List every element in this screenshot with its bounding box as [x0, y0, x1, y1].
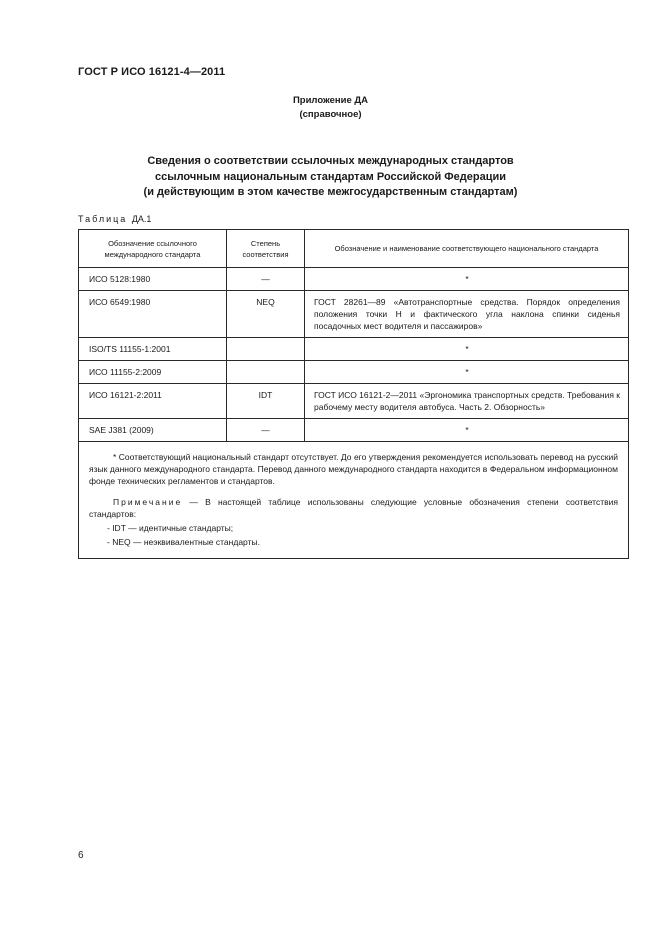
header-international-standard: Обозначение ссылочного международного стандарта	[79, 230, 227, 268]
header-degree-of-conformity: Степень соответствия	[227, 230, 305, 268]
cell-degree: NEQ	[227, 291, 305, 338]
table-row	[79, 291, 629, 338]
cell-reference: SAE J381 (2009)	[79, 419, 227, 442]
table-caption-number: ДА.1	[131, 214, 152, 224]
table-row	[79, 361, 629, 384]
cell-degree	[227, 361, 305, 384]
table-row	[79, 268, 629, 291]
table-row	[79, 384, 629, 419]
table-footnote: * Соответствующий национальный стандарт отсутствует. До его утверждения рекомендуется использовать перевод на русский язык данного международного стандарта. Перевод данного международного стандарта находится в Федеральном информационном фонде технических регламентов и стандартов.	[89, 452, 618, 486]
legend-item-idt: - IDT — идентичные стандарты;	[107, 523, 234, 533]
header-national-standard: Обозначение и наименование соответствующего национального стандарта	[305, 230, 629, 268]
table-caption-label: Таблица	[78, 214, 128, 224]
cell-national: ГОСТ 28261—89 «Автотранспортные средства. Порядок определения положения точки Н и фактического угла наклона спинки сиденья посадочных мест водителя и пассажиров»	[305, 291, 629, 338]
note-label: Примечание	[113, 497, 183, 507]
table-footer-row	[79, 442, 629, 559]
main-title-line-2: ссылочным национальным стандартам Российской Федерации	[154, 170, 507, 183]
annex-title: Приложение ДА	[292, 95, 369, 106]
cell-reference: ISO/TS 11155-1:2001	[79, 338, 227, 361]
table-header-row	[79, 230, 629, 268]
page-number: 6	[78, 850, 84, 861]
cell-degree: —	[227, 419, 305, 442]
cell-reference: ИСО 11155-2:2009	[79, 361, 227, 384]
table-footer	[79, 442, 629, 559]
table-row	[79, 338, 629, 361]
standards-table	[78, 229, 629, 559]
main-title-line-3: (и действующим в этом качестве межгосударственным стандартам)	[143, 186, 518, 198]
table-caption	[78, 214, 151, 224]
table-note	[89, 496, 618, 520]
annex-subtitle: (справочное)	[299, 109, 362, 120]
cell-national: *	[305, 268, 629, 291]
cell-reference: ИСО 5128:1980	[79, 268, 227, 291]
table-row	[79, 419, 629, 442]
cell-reference: ИСО 16121-2:2011	[79, 384, 227, 419]
cell-degree: —	[227, 268, 305, 291]
cell-national: ГОСТ ИСО 16121-2—2011 «Эргономика транспортных средств. Требования к рабочему месту водителя автобуса. Часть 2. Обзорность»	[305, 384, 629, 419]
cell-reference: ИСО 6549:1980	[79, 291, 227, 338]
cell-national: *	[305, 361, 629, 384]
main-title-line-1: Сведения о соответствии ссылочных международных стандартов	[147, 155, 514, 167]
cell-degree: IDT	[227, 384, 305, 419]
cell-national: *	[305, 419, 629, 442]
legend-item-neq: - NEQ — неэквивалентные стандарты.	[107, 537, 260, 547]
cell-national: *	[305, 338, 629, 361]
annex-heading	[0, 94, 661, 122]
note-text: — В настоящей таблице использованы следующие условные обозначения степени соответствия стандартов:	[89, 497, 618, 519]
document-header: ГОСТ Р ИСО 16121-4—2011	[78, 66, 226, 78]
cell-degree	[227, 338, 305, 361]
main-title	[0, 154, 661, 201]
